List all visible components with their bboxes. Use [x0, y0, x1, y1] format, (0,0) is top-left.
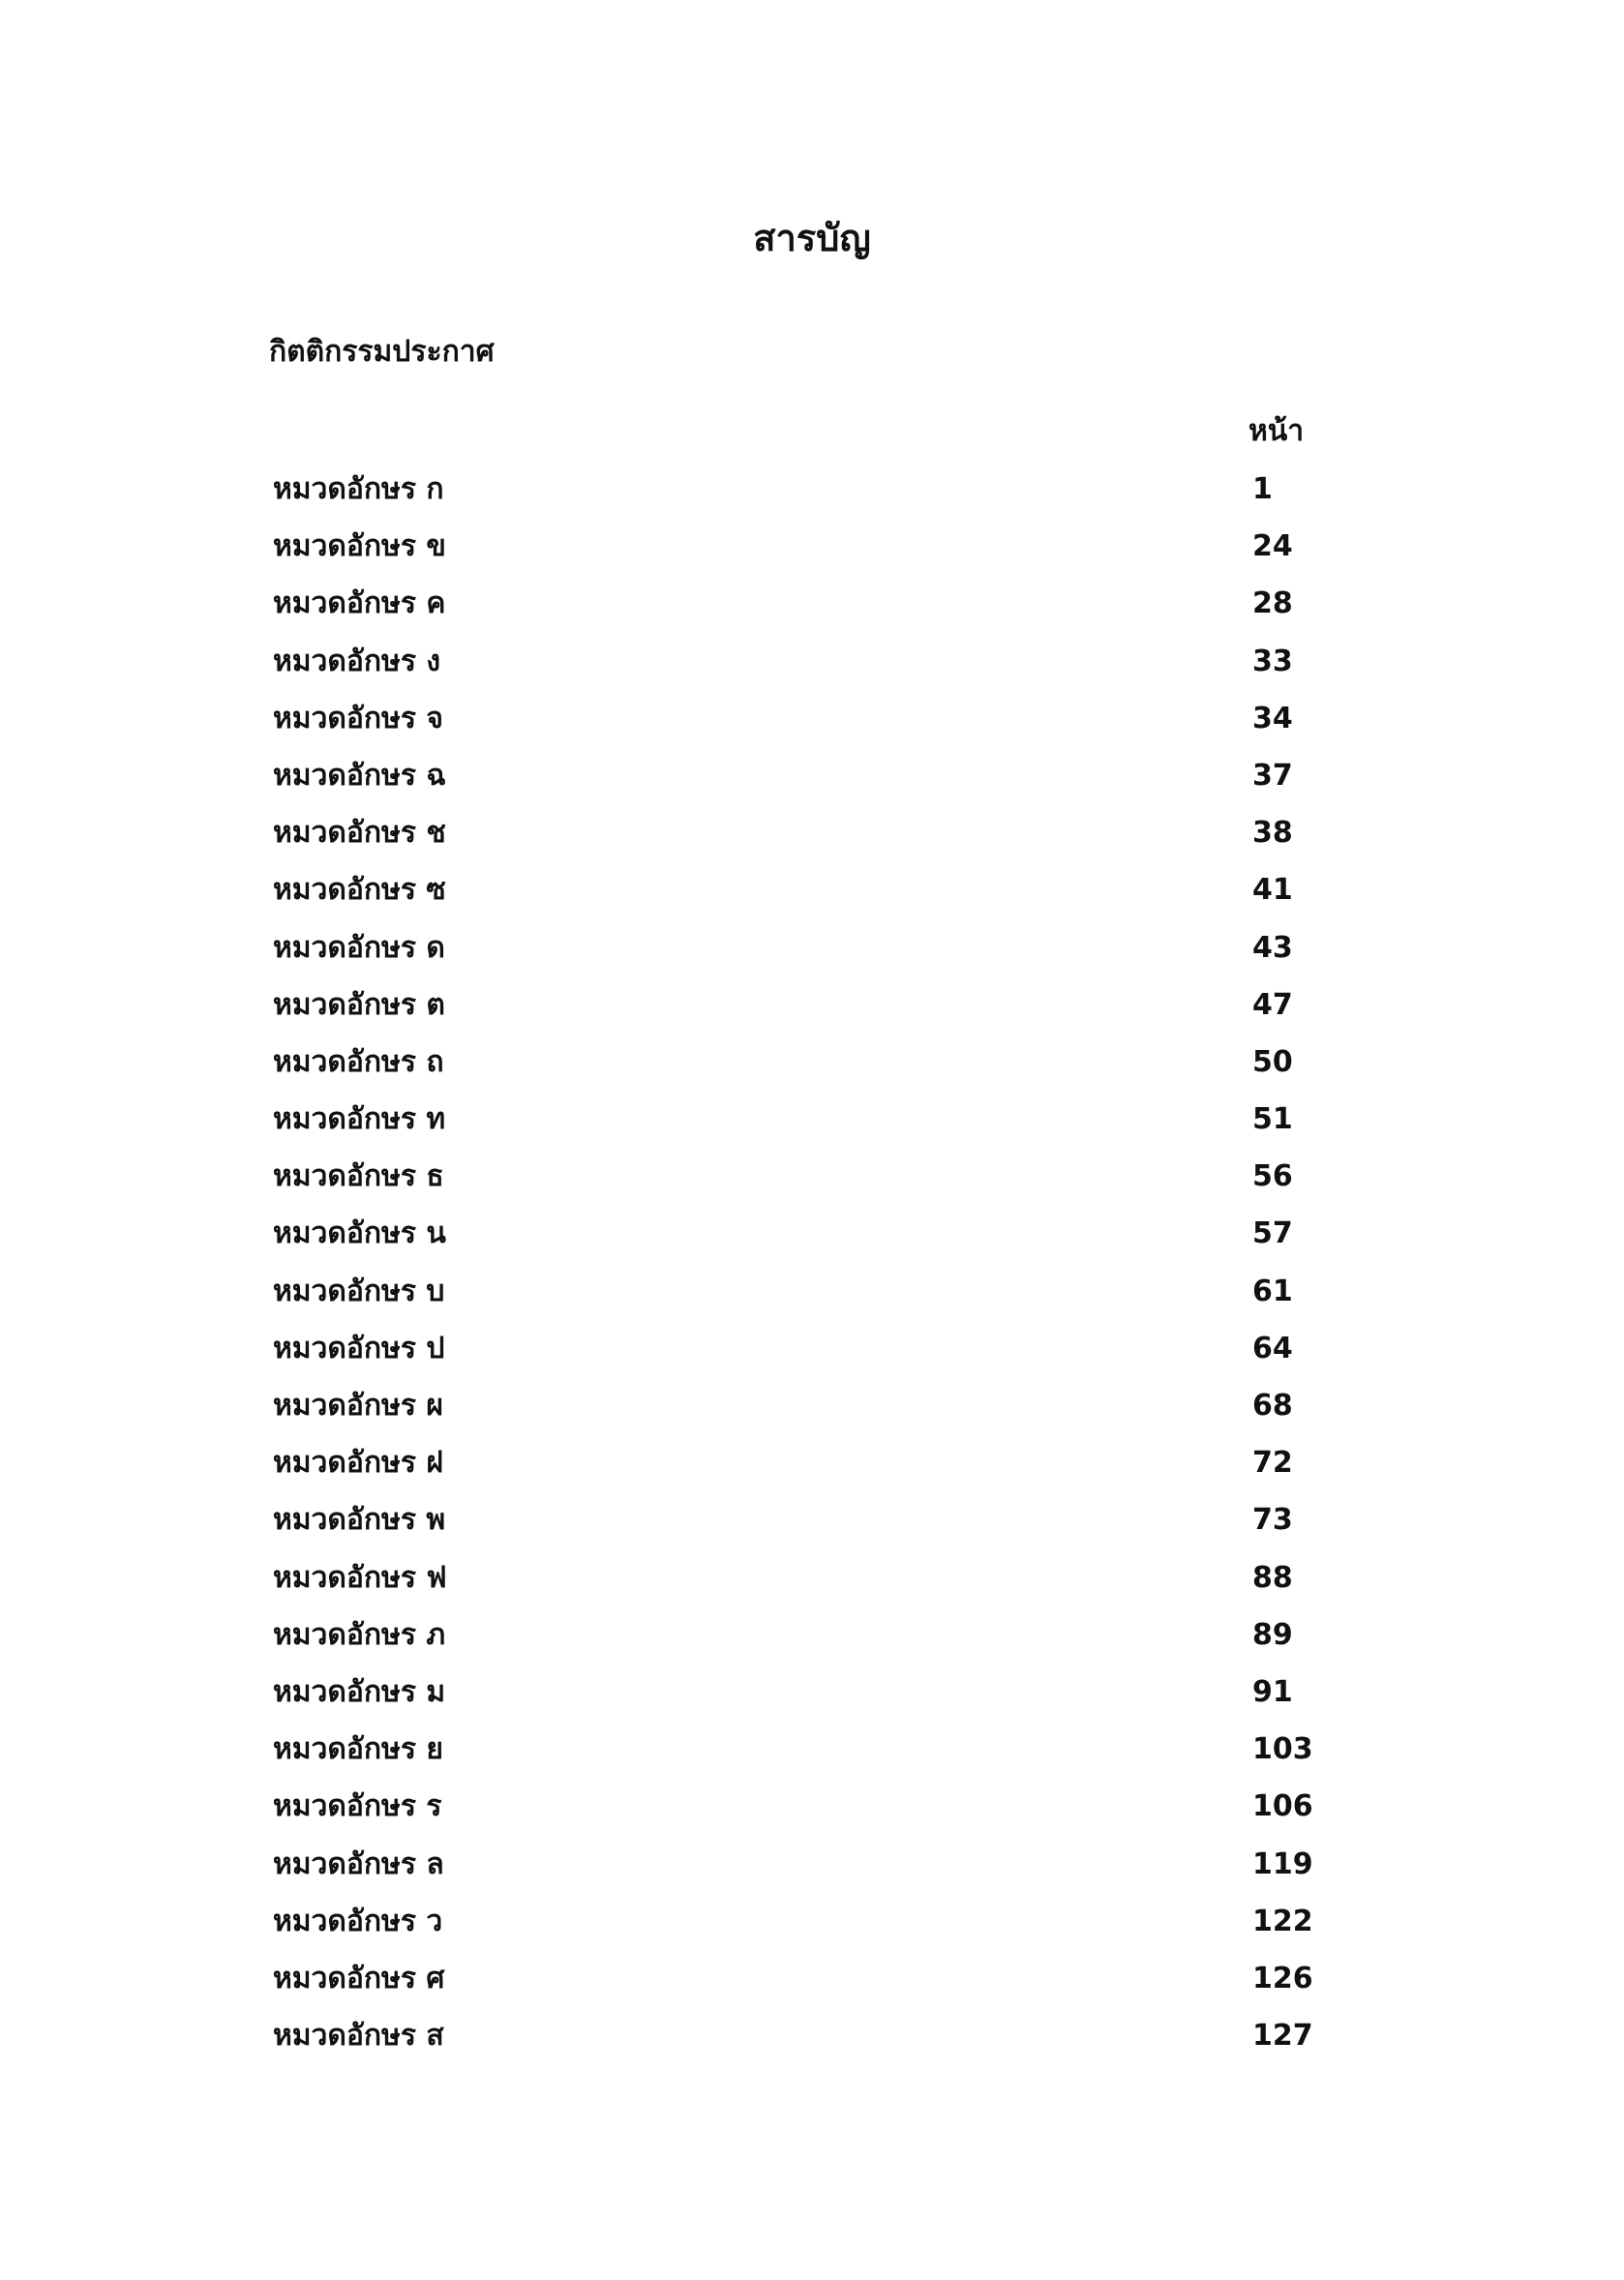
toc-entry [0, 585, 1624, 642]
toc-entry-page: 73 [1252, 1503, 1293, 1538]
toc-entry-page: 106 [1252, 1789, 1313, 1824]
toc-entry-page: 68 [1252, 1389, 1293, 1423]
toc-entry [0, 1673, 1624, 1730]
toc-entry-label: หมวดอักษร ร [273, 1789, 442, 1824]
toc-entry-page: 91 [1252, 1674, 1293, 1709]
toc-entry-label: หมวดอักษร ด [273, 930, 445, 965]
toc-entry-page: 28 [1252, 586, 1293, 621]
page-title: สารบัญ [753, 217, 871, 259]
toc-entry [0, 1330, 1624, 1387]
toc-entry-label: หมวดอักษร ล [273, 1846, 444, 1881]
toc-entry-label: หมวดอักษร ส [273, 2019, 444, 2054]
toc-entry-label: หมวดอักษร บ [273, 1274, 445, 1308]
toc-entry [0, 1043, 1624, 1100]
toc-entry-page: 126 [1252, 1961, 1313, 1995]
toc-entry-page: 47 [1252, 987, 1293, 1022]
toc-entry-page: 127 [1252, 2019, 1313, 2054]
toc-entry [0, 757, 1624, 814]
toc-entry-label: หมวดอักษร ป [273, 1331, 445, 1365]
toc-entry [0, 1157, 1624, 1215]
toc-entry-label: หมวดอักษร จ [273, 701, 443, 735]
toc-entry-page: 61 [1252, 1274, 1293, 1308]
toc-entry [0, 700, 1624, 757]
toc-entry [0, 1501, 1624, 1558]
toc-entry-page: 24 [1252, 529, 1293, 564]
toc-entry-page: 41 [1252, 873, 1293, 908]
toc-entry-label: หมวดอักษร ถ [273, 1044, 444, 1079]
toc-entry-label: หมวดอักษร ต [273, 987, 445, 1022]
toc-entry [0, 470, 1624, 527]
toc-entry-label: หมวดอักษร ก [273, 472, 444, 506]
toc-entry-page: 38 [1252, 816, 1293, 851]
toc-entry-label: หมวดอักษร ช [273, 816, 446, 851]
toc-entry [0, 1444, 1624, 1501]
toc-entry-label: หมวดอักษร ว [273, 1904, 443, 1938]
toc-entry [0, 929, 1624, 986]
toc-entry [0, 1100, 1624, 1157]
toc-entry [0, 814, 1624, 871]
toc-entry [0, 527, 1624, 585]
toc-entry-label: หมวดอักษร ฟ [273, 1560, 447, 1595]
toc-entry-label: หมวดอักษร ฝ [273, 1446, 443, 1481]
toc-entry-page: 56 [1252, 1159, 1293, 1194]
toc-entry-page: 1 [1252, 472, 1273, 506]
toc-entry-label: หมวดอักษร น [273, 1216, 446, 1251]
toc-entry [0, 643, 1624, 700]
toc-entry-page: 37 [1252, 758, 1293, 793]
toc-entry [0, 1559, 1624, 1616]
toc-entry-label: หมวดอักษร ท [273, 1102, 446, 1137]
toc-entry-page: 64 [1252, 1331, 1293, 1365]
page-column-header: หน้า [1248, 414, 1305, 448]
toc-entry-page: 119 [1252, 1846, 1313, 1881]
toc-entry [0, 1903, 1624, 1960]
toc-entry-page: 122 [1252, 1904, 1313, 1938]
acknowledgement-heading: กิตติกรรมประกาศ [269, 335, 495, 369]
toc-entry-label: หมวดอักษร ฉ [273, 758, 446, 793]
toc-entry-page: 89 [1252, 1617, 1293, 1652]
toc-entry [0, 1215, 1624, 1272]
toc-entry [0, 1960, 1624, 2017]
toc-entry-page: 51 [1252, 1102, 1293, 1137]
table-of-contents [0, 470, 1624, 2074]
toc-entry-page: 57 [1252, 1216, 1293, 1251]
toc-entry-label: หมวดอักษร ม [273, 1674, 446, 1709]
toc-entry-label: หมวดอักษร ภ [273, 1617, 446, 1652]
toc-entry [0, 2017, 1624, 2074]
toc-entry-page: 88 [1252, 1560, 1293, 1595]
toc-entry-label: หมวดอักษร ย [273, 1732, 443, 1767]
toc-entry [0, 1787, 1624, 1845]
toc-entry [0, 871, 1624, 928]
toc-entry [0, 1730, 1624, 1787]
toc-entry-label: หมวดอักษร ค [273, 586, 446, 621]
toc-entry-label: หมวดอักษร ง [273, 644, 441, 678]
toc-entry-label: หมวดอักษร ศ [273, 1961, 445, 1995]
toc-entry-page: 43 [1252, 930, 1293, 965]
toc-entry-page: 72 [1252, 1446, 1293, 1481]
toc-entry-label: หมวดอักษร ผ [273, 1389, 443, 1423]
toc-entry-label: หมวดอักษร ธ [273, 1159, 444, 1194]
toc-entry [0, 1845, 1624, 1903]
toc-entry-page: 33 [1252, 644, 1293, 678]
toc-entry [0, 1273, 1624, 1330]
toc-entry-label: หมวดอักษร ข [273, 529, 446, 564]
toc-entry-page: 34 [1252, 701, 1293, 735]
toc-entry [0, 1616, 1624, 1673]
toc-entry-page: 50 [1252, 1044, 1293, 1079]
toc-entry [0, 986, 1624, 1043]
toc-entry-label: หมวดอักษร ซ [273, 873, 446, 908]
toc-entry-label: หมวดอักษร พ [273, 1503, 446, 1538]
toc-entry-page: 103 [1252, 1732, 1313, 1767]
toc-entry [0, 1387, 1624, 1444]
